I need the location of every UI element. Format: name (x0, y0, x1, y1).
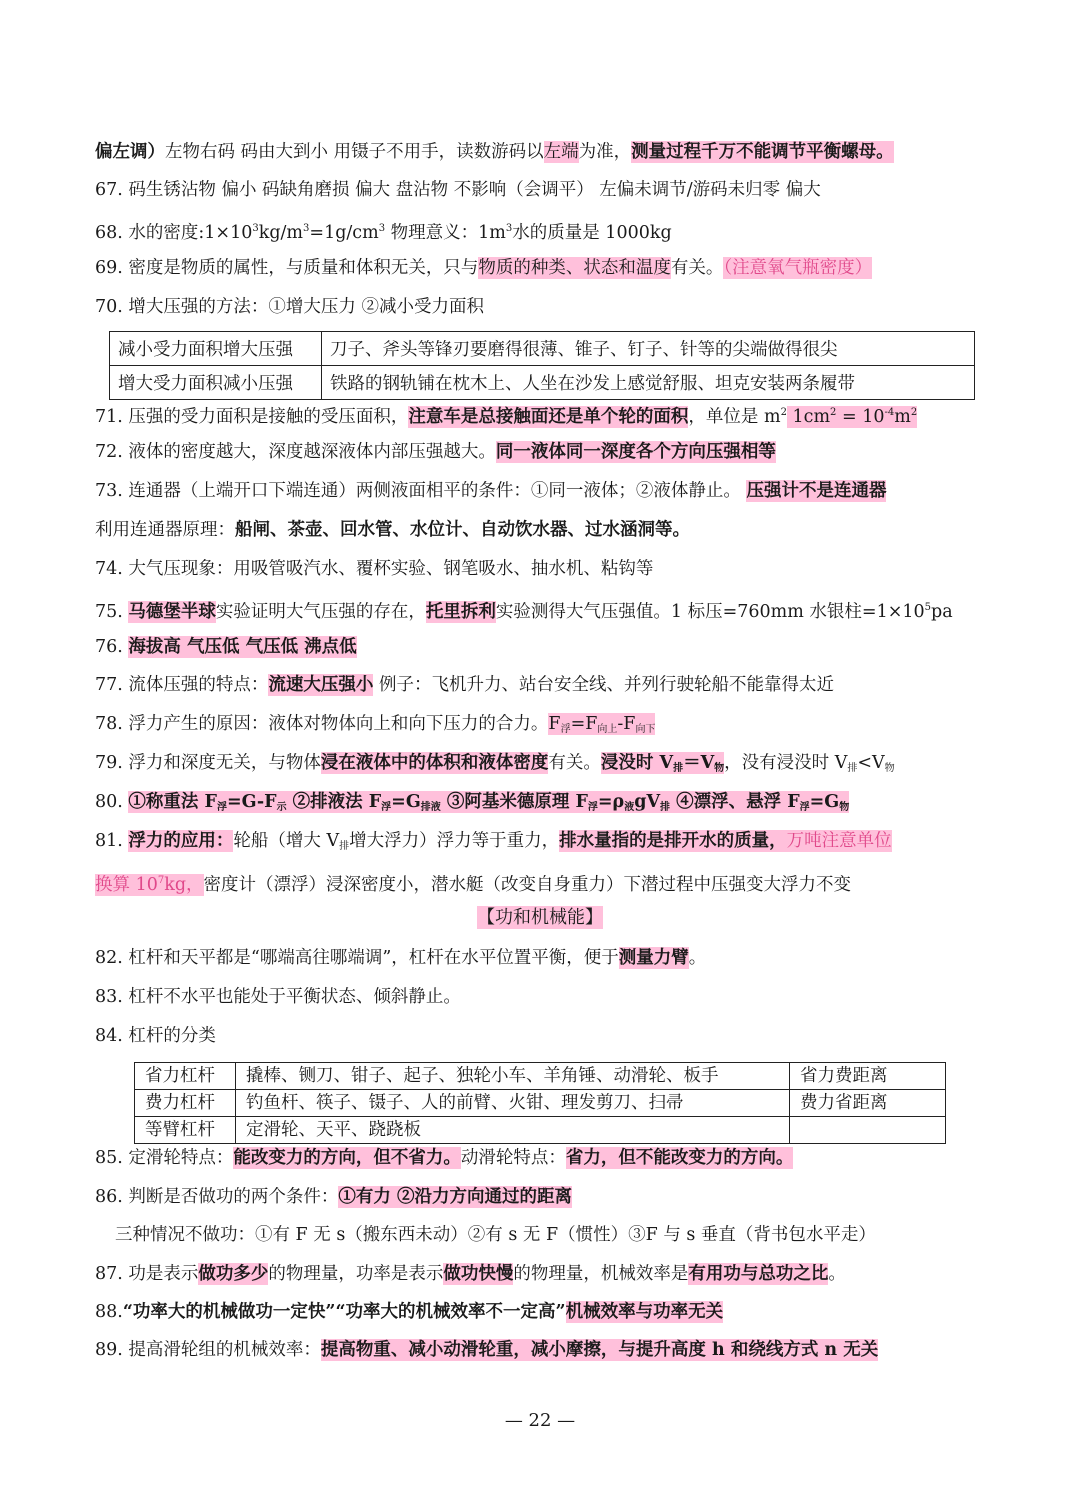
line-84: 84. 杠杆的分类 (95, 1026, 216, 1046)
highlight: 托里拆利 (425, 602, 496, 622)
line-70: 70. 增大压强的方法：①增大压力 ②减小受力面积 (95, 297, 484, 317)
table-row (110, 366, 975, 400)
highlight: 有用功与总功之比 (688, 1264, 829, 1284)
line-83: 83. 杠杆不水平也能处于平衡状态、倾斜静止。 (95, 987, 461, 1007)
highlight-note: （注意氧气瓶密度） (723, 258, 873, 278)
line-69: 69. 密度是物质的属性，与质量和体积无关，只与物质的种类、状态和温度有关。（注意氧气瓶密度） (95, 258, 873, 278)
table-cell: 铁路的钢轨铺在枕木上、人坐在沙发上感觉舒服、坦克安装两条履带 (322, 366, 975, 400)
line-87: 87. 功是表示做功多少的物理量，功率是表示做功快慢的物理量，机械效率是有用功与总功之比。 (95, 1264, 846, 1284)
lever-table (134, 1062, 946, 1144)
page-number: — 22 — (504, 1410, 576, 1431)
line-88: 88.“功率大的机械做功一定快”“功率大的机械效率不一定高”机械效率与功率无关 (95, 1302, 724, 1322)
highlight: ①有力 ②沿力方向通过的距离 (338, 1187, 572, 1207)
line-85: 85. 定滑轮特点：能改变力的方向，但不省力。动滑轮特点：省力，但不能改变力的方向。 (95, 1148, 794, 1168)
highlight: 浸在液体中的体积和液体密度 (320, 753, 549, 773)
line-74: 74. 大气压现象：用吸管吸汽水、覆杯实验、钢笔吸水、抽水机、粘钩等 (95, 559, 654, 579)
table-cell: 省力费距离 (790, 1063, 946, 1090)
section-title (0, 903, 1080, 933)
table-row (135, 1117, 946, 1144)
table-row (135, 1063, 946, 1090)
highlight: 同一液体同一深度各个方向压强相等 (495, 442, 776, 462)
line-80: 80. ①称重法 $F_浮=G-F_示$ ②排液法 $F_浮=G_{排液}$ ③阿基米德原理 $F_浮=\rho_液gV_排$ ④漂浮、悬浮 $F_浮=G_物$ (95, 792, 850, 813)
table-cell: 费力杠杆 (135, 1090, 236, 1117)
highlight: 左端 (543, 142, 579, 162)
line-82: 82. 杠杆和天平都是“哪端高往哪端调”，杠杆在水平位置平衡，便于测量力臂。 (95, 948, 707, 968)
highlight: 马德堡半球 (128, 602, 216, 622)
line-72: 72. 液体的密度越大，深度越深液体内部压强越大。同一液体同一深度各个方向压强相等 (95, 442, 776, 462)
line-86: 86. 判断是否做功的两个条件：①有力 ②沿力方向通过的距离 (95, 1187, 572, 1207)
table-cell: 钓鱼杆、筷子、镊子、人的前臂、火钳、理发剪刀、扫帚 (236, 1090, 790, 1117)
line-73b: 利用连通器原理：船闸、茶壶、回水管、水位计、自动饮水器、过水涵洞等。 (95, 520, 690, 540)
table-row (110, 332, 975, 366)
line-71: 71. 压强的受力面积是接触的受压面积，注意车是总接触面还是单个轮的面积，单位是 $m^2$ $1cm^2 = 10^{-4}m^2$ (95, 407, 918, 427)
text-segment: 左物右码 码由大到小 用镊子不用手，读数游码以 (165, 142, 544, 162)
highlight: 提高物重、减小动滑轮重，减小摩擦，与提升高度 h 和绕线方式 n 无关 (320, 1340, 879, 1360)
table-cell: 费力省距离 (790, 1090, 946, 1117)
table-cell: 省力杠杆 (135, 1063, 236, 1090)
highlight: 注意车是总接触面还是单个轮的面积 (408, 407, 689, 427)
line-81: 81. 浮力的应用：轮船（增大 $V_排$增大浮力）浮力等于重力，排水量指的是排开水的质量，万吨注意单位 (95, 831, 892, 852)
highlight: 海拔高 气压低 气压低 沸点低 (128, 637, 357, 657)
line-78: 78. 浮力产生的原因：液体对物体向上和向下压力的合力。$F_浮=F_{向上}-F_{向下}$ (95, 714, 656, 735)
table-cell: 减小受力面积增大压强 (110, 332, 322, 366)
highlight: 压强计不是连通器 (746, 481, 887, 501)
line-79: 79. 浮力和深度无关，与物体浸在液体中的体积和液体密度有关。浸没时 $V_排=V_物$，没有浸没时 $V_排<V_物$ (95, 753, 895, 774)
highlight: ①称重法 $F_浮=G-F_示$ ②排液法 $F_浮=G_{排液}$ ③阿基米德原理 $F_浮=\rho_液gV_排$ ④漂浮、悬浮 $F_浮=G_物$ (128, 792, 850, 813)
highlight: 流速大压强小 (268, 675, 374, 695)
highlight-note: 万吨注意单位 (786, 831, 892, 851)
table-row (135, 1090, 946, 1117)
highlight: 做功多少 (198, 1264, 269, 1284)
line-67: 67. 码生锈沾物 偏小 码缺角磨损 偏大 盘沾物 不影响（会调平） 左偏未调节/游码未归零 偏大 (95, 180, 821, 200)
highlight: 能改变力的方向，但不省力。 (233, 1148, 461, 1168)
text-segment: 为准， (578, 142, 632, 162)
line-73: 73. 连通器（上端开口下端连通）两侧液面相平的条件：①同一液体；②液体静止。 压强计不是连通器 (95, 481, 887, 501)
line-86b: 三种情况不做功：①有 F 无 s（搬东西未动）②有 s 无 F（惯性）③F 与 s 垂直（背书包水平走） (115, 1225, 876, 1245)
table-cell: 定滑轮、天平、跷跷板 (236, 1117, 790, 1144)
highlight: 机械效率与功率无关 (565, 1302, 724, 1322)
highlight: $1cm^2 = 10^{-4}m^2$ (786, 407, 918, 427)
table-cell (790, 1117, 946, 1144)
highlight: 浸没时 $V_排=V_物$ (600, 753, 725, 774)
highlight: 测量过程千万不能调节平衡螺母。 (631, 142, 894, 162)
line-68: 68. 水的密度$:1\times 10^3kg/m^3=1g/cm^3$ 物理意义：$1m^3$水的质量是 1000kg (95, 223, 672, 243)
table-cell: 等臂杠杆 (135, 1117, 236, 1144)
line-81b: 换算 $10^7kg$，密度计（漂浮）浸深密度小，潜水艇（改变自身重力）下潜过程中压强变大浮力不变 (95, 875, 852, 895)
highlight: 做功快慢 (443, 1264, 514, 1284)
pressure-table (109, 331, 975, 400)
highlight: $F_浮=F_{向上}-F_{向下}$ (548, 714, 656, 735)
highlight: 浮力的应用： (128, 831, 234, 851)
table-cell: 增大受力面积减小压强 (110, 366, 322, 400)
line-76: 76. 海拔高 气压低 气压低 沸点低 (95, 637, 357, 657)
highlight-note: 换算 $10^7kg$， (95, 875, 204, 895)
highlight: 物质的种类、状态和温度 (478, 258, 671, 278)
line-89: 89. 提高滑轮组的机械效率：提高物重、减小动滑轮重，减小摩擦，与提升高度 h 和绕线方式 n 无关 (95, 1340, 879, 1360)
line-77: 77. 流体压强的特点：流速大压强小 例子：飞机升力、站台安全线、并列行驶轮船不能靠得太近 (95, 675, 834, 695)
highlight: 测量力臂 (618, 948, 689, 968)
highlight: 省力，但不能改变力的方向。 (565, 1148, 794, 1168)
highlight: 排水量指的是排开水的质量， (559, 831, 787, 851)
table-cell: 刀子、斧头等锋刃要磨得很薄、锥子、钉子、针等的尖端做得很尖 (322, 332, 975, 366)
line-75: 75. 马德堡半球实验证明大气压强的存在，托里拆利实验测得大气压强值。1 标压=760mm 水银柱$=1\times 10^5pa$ (95, 602, 953, 622)
text-segment: 偏左调） (95, 142, 165, 162)
line-66-cont (95, 137, 995, 167)
table-cell: 撬棒、铡刀、钳子、起子、独轮小车、羊角锤、动滑轮、板手 (236, 1063, 790, 1090)
section-title-text: 【功和机械能】 (477, 907, 603, 928)
